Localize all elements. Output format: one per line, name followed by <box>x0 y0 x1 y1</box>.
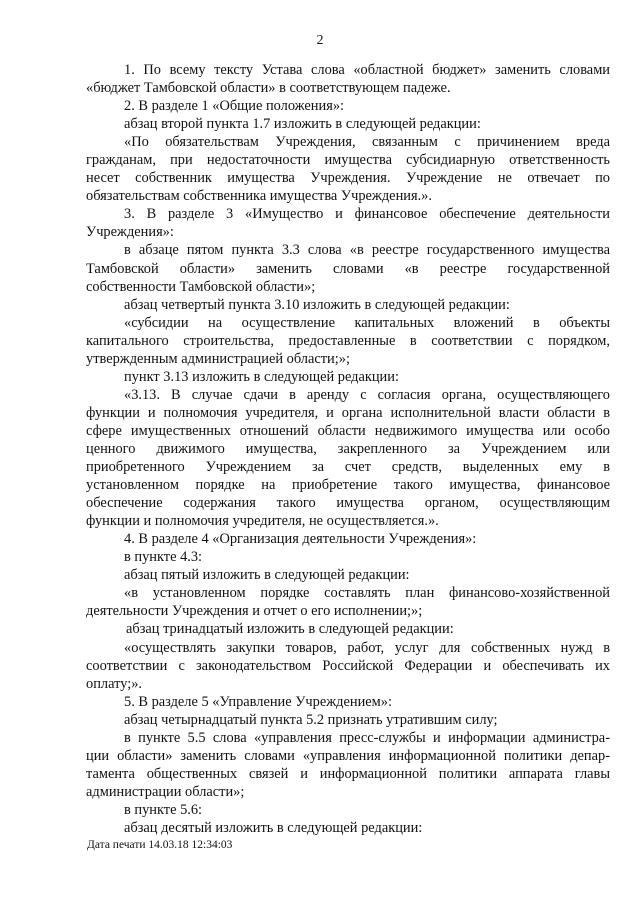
text-line: несет собственник имущества Учреждения. Учреждение не отвечает по <box>86 170 610 187</box>
text-line: капитального строительства, предоставленные в соответствии с порядком, <box>86 332 610 349</box>
text-line: абзац четвертый пункта 3.10 изложить в следующей редакции: <box>124 296 510 313</box>
text-line: обеспечение содержания такого имущества органом, осуществляющим <box>86 495 610 512</box>
text-line: абзац тринадцатый изложить в следующей редакции: <box>126 621 454 638</box>
text-line: 1. По всему тексту Устава слова «областной бюджет» заменить словами <box>124 62 610 78</box>
text-line: обязательствам собственника имущества Учреждения.». <box>86 188 432 205</box>
text-line: 3. В разделе 3 «Имущество и финансовое обеспечение деятельности <box>124 206 610 223</box>
text-line: администрации области»; <box>86 783 245 800</box>
document-body <box>86 61 610 837</box>
text-line: функции и полномочия учредителя, не осуществляется.». <box>86 513 439 530</box>
text-line: в пункте 5.6: <box>124 801 203 818</box>
print-date-footer: Дата печати 14.03.18 12:34:03 <box>87 839 233 851</box>
text-line: абзац четырнадцатый пункта 5.2 признать утратившим силу; <box>124 711 498 728</box>
text-line: оплату;». <box>86 675 142 692</box>
text-line: собственности Тамбовской области»; <box>86 278 316 295</box>
text-line: ции области» заменить словами «управления информационной политики депар- <box>86 747 610 764</box>
text-line: Тамбовской области» заменить словами «в реестре государственной <box>86 260 610 277</box>
text-line: функции и полномочия учредителя, и органа исполнительной власти области в <box>86 404 610 421</box>
text-line: «бюджет Тамбовской области» в соответствующем падеже. <box>86 80 451 97</box>
text-line: установленном порядке на приобретение такого имущества, финансовое <box>86 477 610 494</box>
text-line: сфере имущественных отношений области недвижимого имущества или особо <box>86 422 610 439</box>
text-line: «в установленном порядке составлять план финансово-хозяйственной <box>124 585 610 602</box>
text-line: гражданам, при недостаточности имущества субсидиарную ответственность <box>86 152 610 169</box>
text-line: Учреждения»: <box>86 224 174 241</box>
text-line: абзац второй пункта 1.7 изложить в следующей редакции: <box>124 116 481 133</box>
text-line: «По обязательствам Учреждения, связанным с причинением вреда <box>124 134 610 151</box>
text-line: 4. В разделе 4 «Организация деятельности Учреждения»: <box>124 531 477 548</box>
text-line: приобретенного Учреждением за счет средств, выделенных ему в <box>86 459 610 476</box>
text-line: «субсидии на осуществление капитальных вложений в объекты <box>124 314 610 331</box>
text-line: «осуществлять закупки товаров, работ, услуг для собственных нужд в <box>124 639 610 656</box>
text-line: деятельности Учреждения и отчет о его исполнении;»; <box>86 603 423 620</box>
text-line: в пункте 5.5 слова «управления пресс-службы и информации администра- <box>124 729 610 746</box>
text-line: в абзаце пятом пункта 3.3 слова «в реестре государственного имущества <box>124 242 610 259</box>
text-line: утвержденным администрацией области;»; <box>86 350 350 367</box>
text-line: «3.13. В случае сдачи в аренду с согласия органа, осуществляющего <box>124 386 610 403</box>
text-line: пункт 3.13 изложить в следующей редакции: <box>124 368 399 385</box>
text-line: ценного движимого имущества, закрепленного за Учреждением или <box>86 440 610 457</box>
text-line: абзац десятый изложить в следующей редакции: <box>124 819 423 836</box>
text-line: тамента общественных связей и информационной политики аппарата главы <box>86 765 610 782</box>
text-line: 5. В разделе 5 «Управление Учреждением»: <box>124 693 392 710</box>
text-line: абзац пятый изложить в следующей редакции: <box>124 567 410 584</box>
text-line: соответствии с законодательством Российской Федерации и обеспечивать их <box>86 657 610 674</box>
text-line: 2. В разделе 1 «Общие положения»: <box>124 98 345 115</box>
text-line: в пункте 4.3: <box>124 549 203 566</box>
page-number: 2 <box>316 33 324 48</box>
